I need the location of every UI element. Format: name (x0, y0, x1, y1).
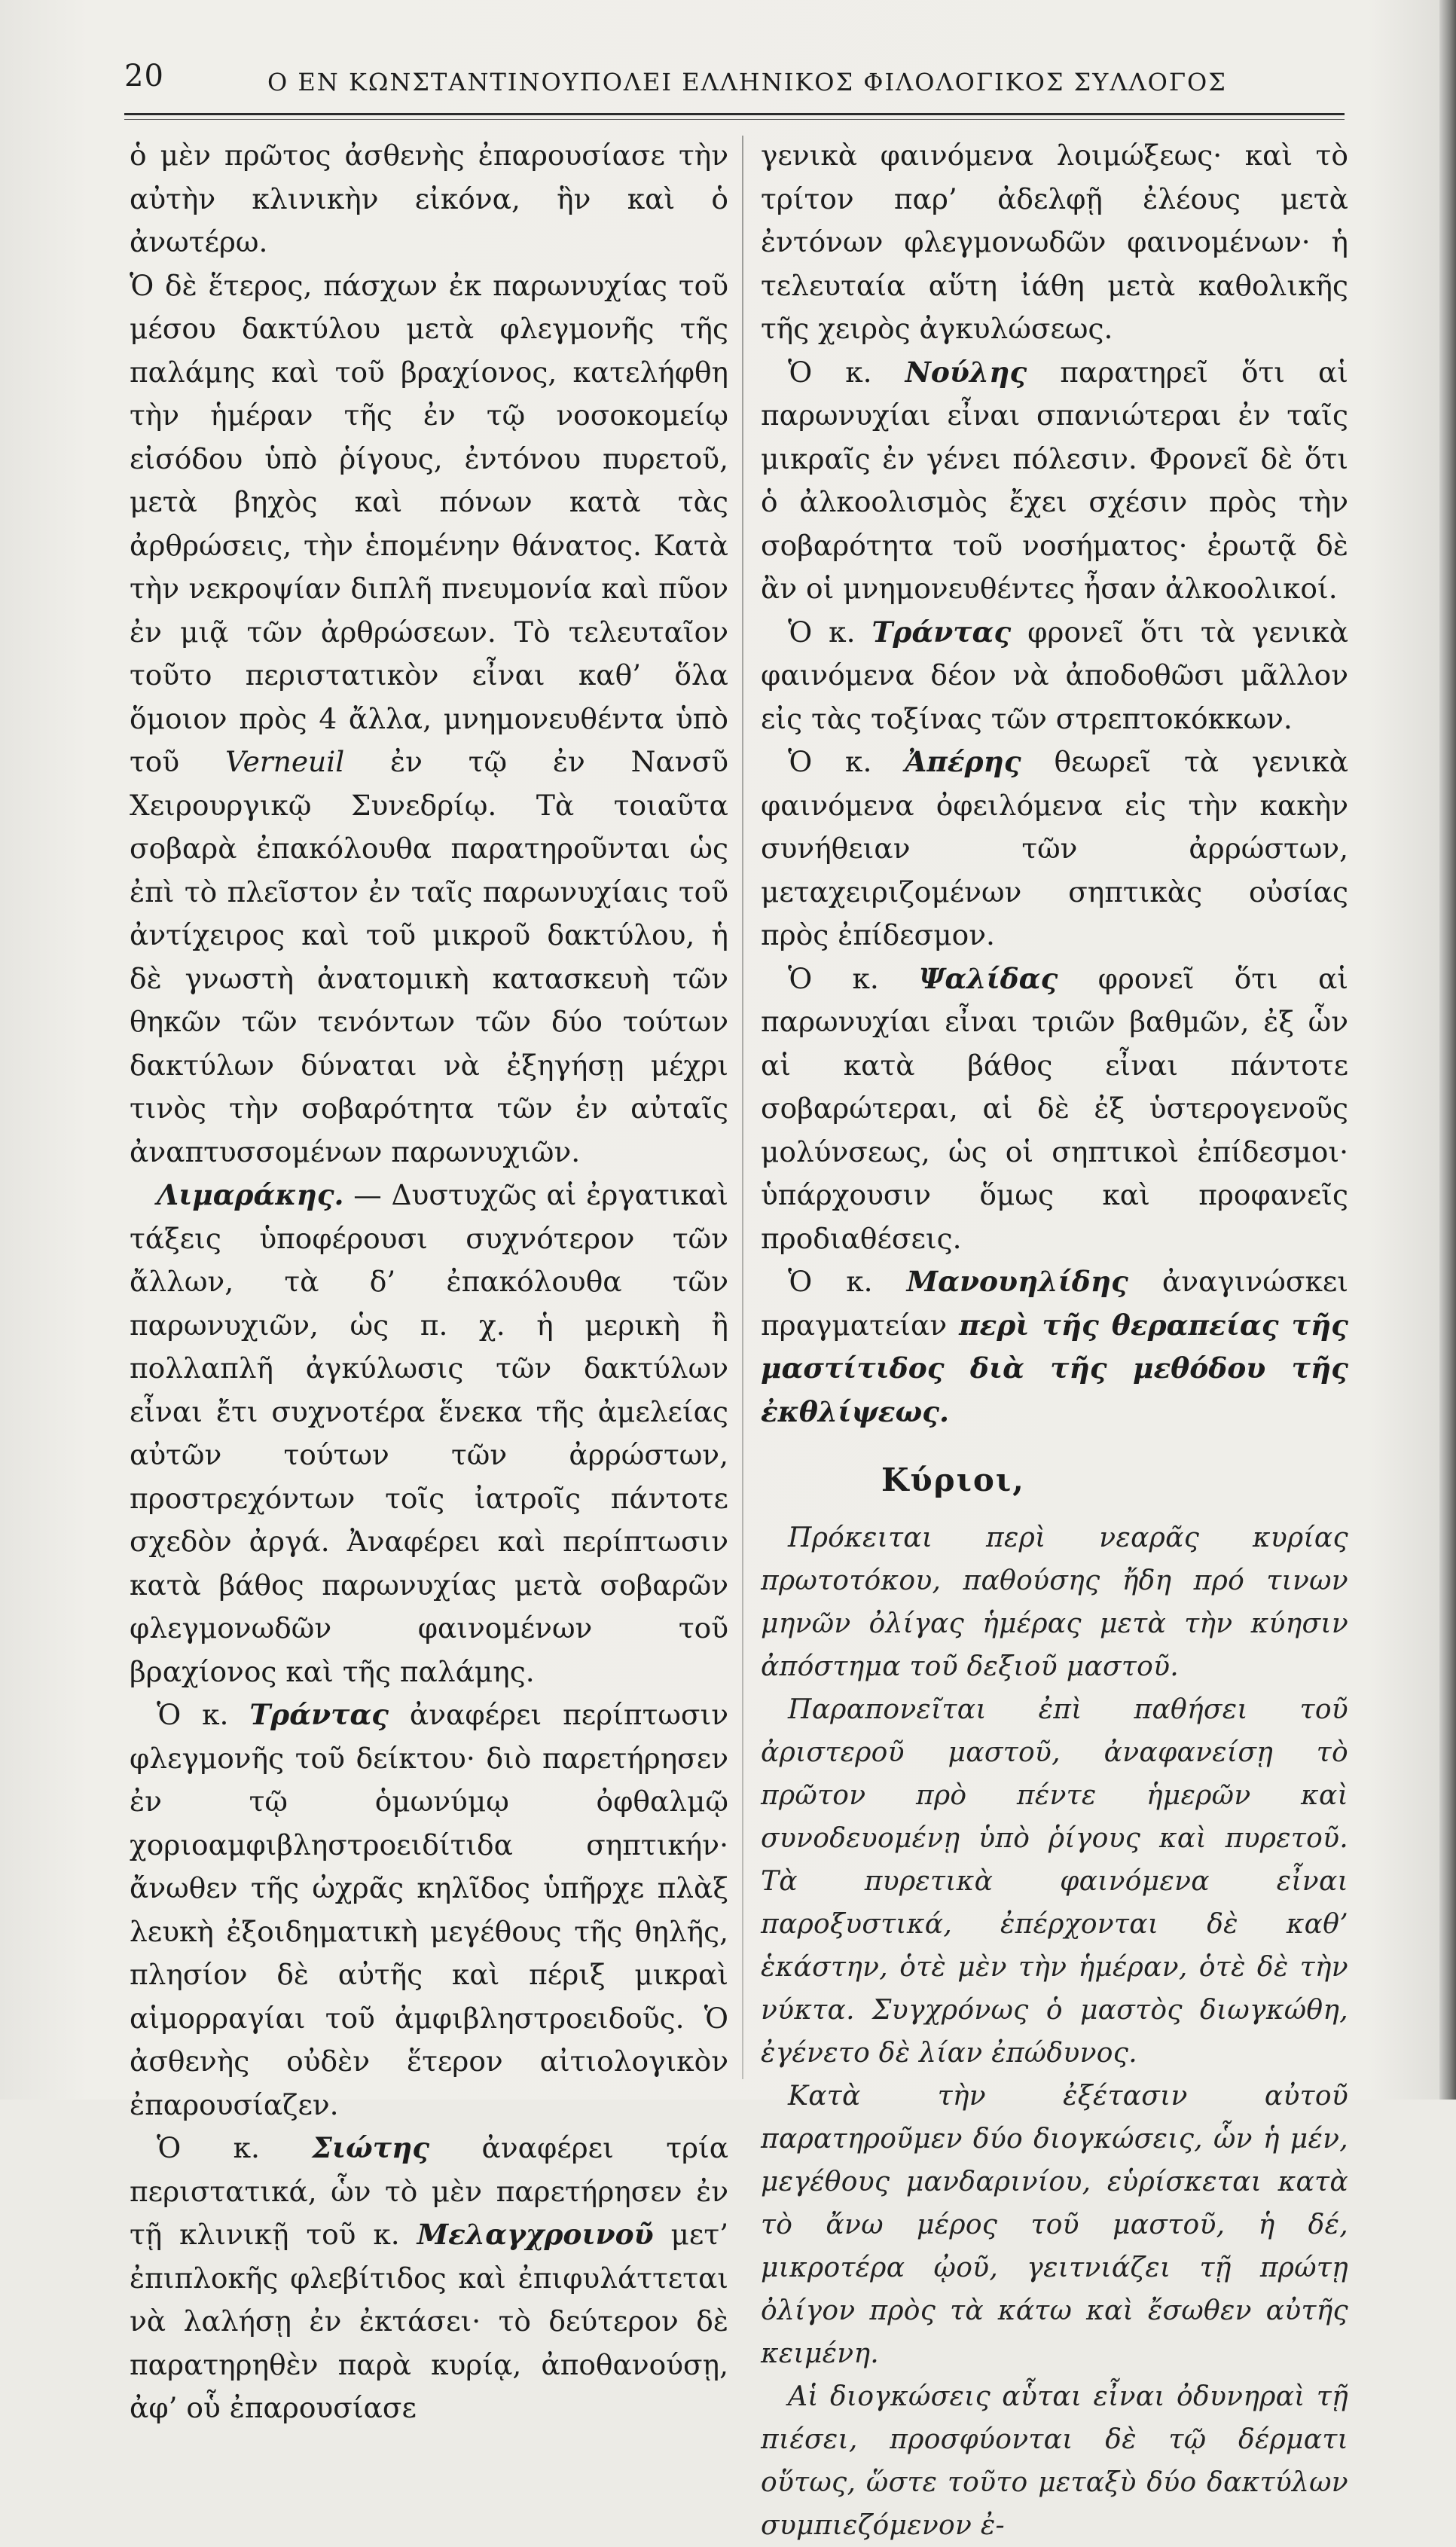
page-header (124, 59, 1345, 104)
speaker-name: Ἀπέρης (905, 745, 1021, 778)
section-heading: Κύριοι, (881, 1461, 1025, 1498)
paragraph: Ὁ δὲ ἕτερος, πάσχων ἐκ παρωνυχίας τοῦ μέσου δακτύλου μετὰ φλεγμονῆς τῆς παλάμης καὶ τοῦ βραχίονος, κατελήφθη τὴν ἡμέραν τῆς ἐν τῷ νοσοκομείῳ εἰσόδου ὑπὸ ῥίγους, ἐντόνου πυρετοῦ, μετὰ βηχὸς καὶ πόνων κατὰ τὰς ἀρθρώσεις, τὴν ἑπομένην θάνατος. Κατὰ τὴν νεκροψίαν διπλῆ πνευμονία καὶ πῦον ἐν μιᾷ τῶν ἀρθρώσεων. Τὸ τελευταῖον τοῦτο περιστατικὸν εἶναι καθ’ ὅλα ὅμοιον πρὸς 4 ἄλλα, μνημονευθέντα ὑπὸ τοῦ Verneuil ἐν τῷ ἐν Νανσῦ Χειρουργικῷ Συνεδρίῳ. Τὰ τοιαῦτα σοβαρὰ ἐπακόλουθα παρατηροῦνται ὡς ἐπὶ τὸ πλεῖστον ἐν ταῖς παρωνυχίαις τοῦ ἀντίχειρος καὶ τοῦ μικροῦ δακτύλου, ἡ δὲ γνωστὴ ἀνατομικὴ κατασκευὴ τῶν θηκῶν τῶν τενόντων τῶν δύο τούτων δακτύλων δύναται νὰ ἐξηγήσῃ μέχρι τινὸς τὴν σοβαρότητα τῶν ἐν αὐταῖς ἀναπτυσσομένων παρωνυχιῶν. (130, 268, 728, 1168)
header-rule-thick (124, 113, 1345, 115)
right-column (761, 134, 1348, 2547)
paragraph: Ὁ κ. Ἀπέρης θεωρεῖ τὰ γενικὰ φαινόμενα ὀφειλόμενα εἰς τὴν κακὴν συνήθειαν τῶν ἀρρώστων, μεταχειριζομένων σηπτικὰς οὐσίας πρὸς ἐπίδεσμον. (761, 745, 1349, 951)
speaker-name: Τράντας (871, 615, 1012, 649)
paragraph: Ὁ κ. Ψαλίδας φρονεῖ ὅτι αἱ παρωνυχίαι εἶναι τριῶν βαθμῶν, ἐξ ὧν αἱ κατὰ βάθος εἶναι πάντοτε σοβαρώτεραι, αἱ δὲ ἐξ ὑστερογενοῦς μολύνσεως, ὡς οἱ σηπτικοὶ ἐπίδεσμοι· ὑπάρχουσιν ὅμως καὶ προφανεῖς προδιαθέσεις. (761, 961, 1349, 1255)
paragraph: Λιμαράκης. — Δυστυχῶς αἱ ἐργατικαὶ τάξεις ὑποφέρουσι συχνότερον τῶν ἄλλων, τὰ δ’ ἐπακόλουθα τῶν παρωνυχιῶν, ὡς π. χ. ἡ μερικὴ ἢ πολλαπλῆ ἀγκύλωσις τῶν δακτύλων εἶναι ἔτι συχνοτέρα ἕνεκα τῆς ἀμελείας αὐτῶν τούτων τῶν ἀρρώστων, προστρεχόντων τοῖς ἰατροῖς πάντοτε σχεδὸν ἀργά. Ἀναφέρει καὶ περίπτωσιν κατὰ βάθος παρωνυχίας μετὰ σοβαρῶν φλεγμονωδῶν φαινομένων τοῦ βραχίονος καὶ τῆς παλάμης. (130, 1178, 728, 1688)
speaker-name: Λιμαράκης. (157, 1178, 344, 1211)
paragraph: ὁ μὲν πρῶτος ἀσθενὴς ἐπαρουσίασε τὴν αὐτὴν κλινικὴν εἰκόνα, ἣν καὶ ὁ ἀνωτέρω. (130, 139, 728, 258)
paragraph: γενικὰ φαινόμενα λοιμώξεως· καὶ τὸ τρίτον παρ’ ἀδελφῇ ἐλέους μετὰ ἐντόνων φλεγμονωδῶν φαινομένων· ἡ τελευταία αὕτη ἰάθη μετὰ καθολικῆς τῆς χειρὸς ἀγκυλώσεως. (761, 139, 1348, 345)
speaker-name: Μανουηλίδης (906, 1265, 1128, 1298)
page-edge-shadow (1439, 0, 1456, 2100)
paragraph: Ὁ κ. Νούλης παρατηρεῖ ὅτι αἱ παρωνυχίαι εἶναι σπανιώτεραι ἐν ταῖς μικραῖς ἐν γένει πόλεσιν. Φρονεῖ δὲ ὅτι ὁ ἀλκοολισμὸς ἔχει σχέσιν πρὸς τὴν σοβαρότητα τοῦ νοσήματος· ἐρωτᾷ δὲ ἂν οἱ μνημονευθέντες ἦσαν ἀλκοολικοί. (761, 355, 1348, 605)
author-name: Verneuil (224, 745, 345, 778)
paragraph: Πρόκειται περὶ νεαρᾶς κυρίας πρωτοτόκου, παθούσης ἤδη πρό τινων μηνῶν ὀλίγας ἡμέρας μετὰ τὴν κύησιν ἀπόστημα τοῦ δεξιοῦ μαστοῦ. (761, 1522, 1348, 1682)
left-column (130, 134, 728, 2430)
column-divider (742, 136, 743, 2079)
speaker-name: Τράντας (249, 1698, 389, 1731)
paragraph: Παραπονεῖται ἐπὶ παθήσει τοῦ ἀριστεροῦ μαστοῦ, ἀναφανείσῃ τὸ πρῶτον πρὸ πέντε ἡμερῶν καὶ συνοδευομένῃ ὑπὸ ῥίγους καὶ πυρετοῦ. Τὰ πυρετικὰ φαινόμενα εἶναι παροξυστικά, ἐπέρχονται δὲ καθ’ ἑκάστην, ὁτὲ μὲν τὴν ἡμέραν, ὁτὲ δὲ τὴν νύκτα. Συγχρόνως ὁ μαστὸς διωγκώθη, ἐγένετο δὲ λίαν ἐπώδυνος. (761, 1694, 1348, 2069)
paragraph: Αἱ διογκώσεις αὗται εἶναι ὀδυνηραὶ τῇ πιέσει, προσφύονται δὲ τῷ δέρματι οὕτως, ὥστε τοῦτο μεταξὺ δύο δακτύλων συμπιεζόμενον ἐ- (761, 2381, 1348, 2541)
speaker-name: Σιώτης (312, 2131, 430, 2164)
paragraph: Ὁ κ. Τράντας φρονεῖ ὅτι τὰ γενικὰ φαινόμενα δέον νὰ ἀποδοθῶσι μᾶλλον εἰς τὰς τοξίνας τῶν στρεπτοκόκκων. (761, 615, 1349, 735)
paragraph: Ὁ κ. Τράντας ἀναφέρει περίπτωσιν φλεγμονῆς τοῦ δείκτου· διὸ παρετήρησεν ἐν τῷ ὁμωνύμῳ ὀφθαλμῷ χοριοαμφιβληστροειδίτιδα σηπτικήν· ἄνωθεν τῆς ὠχρᾶς κηλῖδος ὑπῆρχε πλὰξ λευκὴ ἐξοιδηματικὴ μεγέθους τῆς θηλῆς, πλησίον δὲ αὐτῆς καὶ πέριξ μικραὶ αἱμορραγίαι τοῦ ἀμφιβληστροειδοῦς. Ὁ ἀσθενὴς οὐδὲν ἕτερον αἰτιολογικὸν ἐπαρουσίαζεν. (130, 1698, 729, 2121)
speaker-name: Ψαλίδας (919, 961, 1058, 995)
running-title: Ο ΕΝ ΚΩΝΣΤΑΝΤΙΝΟΥΠΟΛΕΙ ΕΛΛΗΝΙΚΟΣ ΦΙΛΟΛΟΓΙΚΟΣ ΣΥΛΛΟΓΟΣ (267, 68, 1227, 96)
paragraph: Ὁ κ. Μανουηλίδης ἀναγινώσκει πραγματείαν περὶ τῆς θεραπείας τῆς μαστίτιδος διὰ τῆς μεθόδου τῆς ἐκθλίψεως. (761, 1265, 1349, 1428)
paragraph: Ὁ κ. Σιώτης ἀναφέρει τρία περιστατικά, ὧν τὸ μὲν παρετήρησεν ἐν τῇ κλινικῇ τοῦ κ. Μελαγχροινοῦ μετ’ ἐπιπλοκῆς φλεβίτιδος καὶ ἐπιφυλάττεται νὰ λαλήσῃ ἐν ἐκτάσει· τὸ δεύτερον δὲ παρατηρηθὲν παρὰ κυρίᾳ, ἀποθανούσῃ, ἀφ’ οὗ ἐπαρουσίασε (130, 2131, 729, 2424)
speaker-name: Νούλης (905, 355, 1027, 389)
person-name: Μελαγχροινοῦ (417, 2218, 654, 2251)
page-number: 20 (124, 59, 164, 93)
paragraph: Κατὰ τὴν ἐξέτασιν αὐτοῦ παρατηροῦμεν δύο διογκώσεις, ὧν ἡ μέν, μεγέθους μανδαρινίου, εὑρίσκεται κατὰ τὸ ἄνω μέρος τοῦ μαστοῦ, ἡ δέ, μικροτέρα ᾠοῦ, γειτνιάζει τῇ πρώτῃ ὀλίγον πρὸς τὰ κάτω καὶ ἔσωθεν αὐτῆς κειμένη. (761, 2081, 1348, 2369)
paper-title: περὶ τῆς θεραπείας τῆς μαστίτιδος διὰ τῆς μεθόδου τῆς ἐκθλίψεως. (761, 1308, 1349, 1428)
header-rule-thin (124, 119, 1345, 120)
